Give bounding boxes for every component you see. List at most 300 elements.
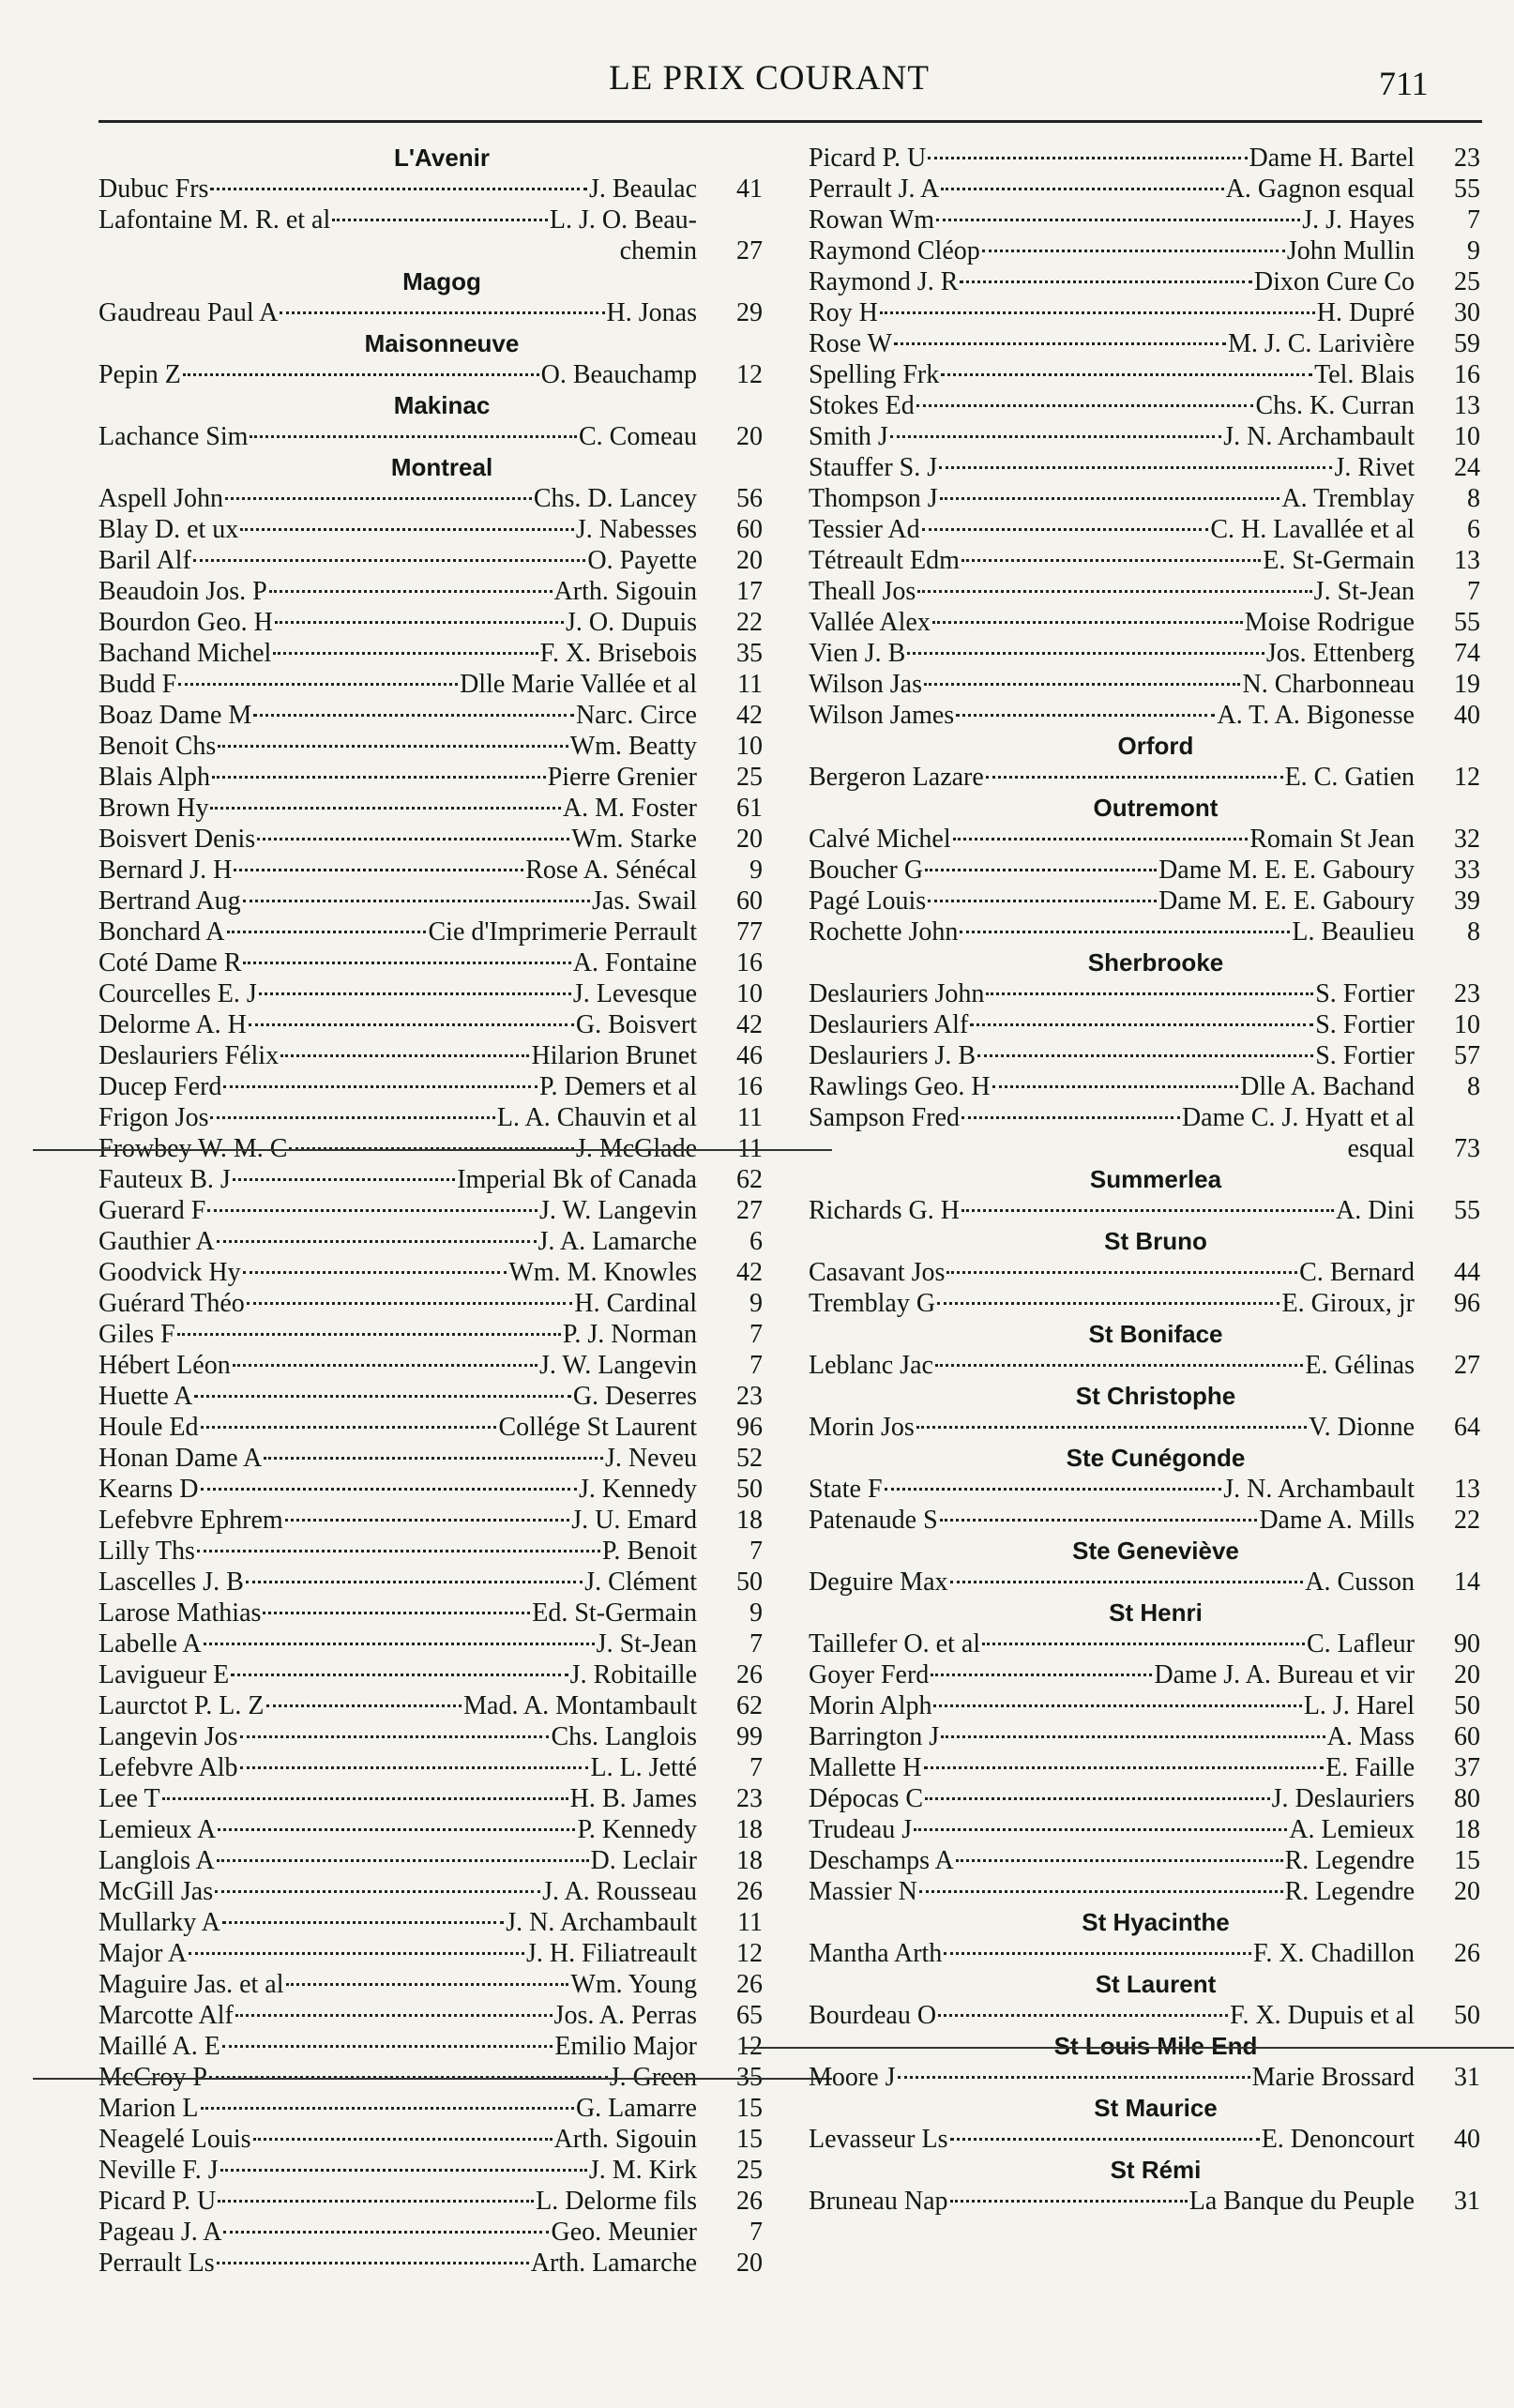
- debtor-name: Picard P. U: [98, 2187, 217, 2216]
- creditor-name: G. Lamarre: [575, 2094, 697, 2123]
- creditor-name: A. Mass: [1326, 1722, 1415, 1751]
- creditor-name: Dame A. Mills: [1259, 1506, 1415, 1535]
- debtor-name: State F: [809, 1475, 883, 1504]
- amount: 15: [736, 2125, 763, 2154]
- creditor-name: R. Legendre: [1284, 1877, 1415, 1906]
- entry-row: [809, 545, 1484, 576]
- dot-leader: [201, 1426, 497, 1429]
- dot-leader: [250, 435, 577, 438]
- creditor-name: J. N. Archambault: [506, 1908, 697, 1937]
- entry-line: [809, 1102, 1484, 1133]
- header-rule: [98, 120, 1482, 123]
- creditor-name: Rose A. Sénécal: [525, 856, 697, 885]
- amount: 31: [1454, 2063, 1480, 2092]
- entry-row: [98, 1814, 766, 1845]
- dot-leader: [924, 1766, 1325, 1769]
- dot-leader: [986, 776, 1283, 779]
- debtor-name: Langevin Jos: [98, 1722, 238, 1751]
- debtor-name: Langlois A: [98, 1846, 215, 1875]
- entry-row: [98, 1907, 766, 1938]
- entry-row: [98, 1443, 766, 1474]
- debtor-name: Blais Alph: [98, 763, 211, 792]
- debtor-name: Deslauriers Félix: [98, 1041, 280, 1070]
- entry-row: [98, 1474, 766, 1505]
- debtor-name: Massier N: [809, 1877, 917, 1906]
- debtor-name: Bertrand Aug: [98, 886, 241, 916]
- dot-leader: [960, 931, 1290, 933]
- section-heading: St Louis Mile End: [809, 2031, 1484, 2062]
- section-heading: Montreal: [390, 453, 493, 481]
- creditor-name: J. W. Langevin: [539, 1196, 697, 1225]
- dot-leader: [977, 1054, 1313, 1057]
- dot-leader: [950, 2138, 1260, 2141]
- dot-leader: [933, 1704, 1301, 1707]
- creditor-name: Wm. Young: [570, 1970, 697, 1999]
- entry-row: [98, 1040, 766, 1071]
- creditor-name: R. Legendre: [1284, 1846, 1415, 1875]
- dot-leader: [218, 745, 568, 748]
- entry-row: [98, 2186, 766, 2217]
- section-heading: L'Avenir: [393, 144, 491, 172]
- creditor-name: Chs. K. Curran: [1255, 391, 1415, 420]
- debtor-name: Trudeau J: [809, 1815, 913, 1844]
- entry-row: [809, 762, 1484, 793]
- debtor-name: Lefebvre Alb: [98, 1753, 238, 1782]
- debtor-name: Beaudoin Jos. P: [98, 577, 267, 606]
- entry-row: [98, 1721, 766, 1752]
- debtor-name: Casavant Jos: [809, 1258, 946, 1287]
- entry-row: [809, 174, 1484, 204]
- amount: 39: [1454, 886, 1480, 916]
- creditor-continuation: chemin: [619, 236, 697, 265]
- amount: 12: [1454, 763, 1480, 792]
- debtor-name: Bourdon Geo. H: [98, 608, 273, 637]
- dot-leader: [189, 1952, 524, 1955]
- creditor-name: S. Fortier: [1315, 1010, 1415, 1039]
- dot-leader: [253, 2138, 553, 2141]
- dot-leader: [247, 1302, 573, 1305]
- entry-row: [809, 1474, 1484, 1505]
- left-column: [98, 143, 766, 2279]
- dot-leader: [961, 559, 1261, 562]
- amount: 27: [736, 236, 763, 265]
- debtor-name: Frigon Jos: [98, 1103, 209, 1132]
- amount: 62: [736, 1691, 763, 1720]
- entry-row: [98, 1938, 766, 1969]
- debtor-name: Bourdeau O: [809, 2001, 937, 2030]
- dot-leader: [936, 219, 1300, 221]
- creditor-name: Jos. A. Perras: [553, 2001, 697, 2030]
- amount: 65: [736, 2001, 763, 2030]
- entry-row: [98, 1628, 766, 1659]
- dot-leader: [925, 869, 1157, 871]
- dot-leader: [243, 900, 590, 902]
- section-heading: Outremont: [1093, 794, 1219, 822]
- creditor-name: Pierre Grenier: [547, 763, 697, 792]
- creditor-name: C. H. Lavallée et al: [1210, 515, 1415, 544]
- amount: 27: [736, 1196, 763, 1225]
- section-heading: St Boniface: [1088, 1320, 1223, 1348]
- debtor-name: Baril Alf: [98, 546, 191, 575]
- debtor-name: Guerard F: [98, 1196, 206, 1225]
- entry-row: [98, 638, 766, 669]
- creditor-name: Cie d'Imprimerie Perrault: [428, 917, 697, 947]
- amount: 7: [1467, 577, 1480, 606]
- creditor-name: Dame J. A. Bureau et vir: [1154, 1660, 1415, 1689]
- entry-row: [809, 2000, 1484, 2031]
- dot-leader: [263, 1612, 530, 1614]
- dot-leader: [243, 962, 570, 964]
- dot-leader: [956, 714, 1215, 717]
- creditor-name: Jas. Swail: [592, 886, 697, 916]
- creditor-name: A. Cusson: [1305, 1567, 1415, 1597]
- creditor-name: H. B. James: [569, 1784, 697, 1813]
- creditor-name: Collége St Laurent: [498, 1413, 697, 1442]
- entry-row: [98, 1288, 766, 1319]
- section-heading: Sherbrooke: [1087, 948, 1224, 977]
- debtor-name: Moore J: [809, 2063, 896, 2092]
- amount: 32: [1454, 825, 1480, 854]
- amount: 55: [1454, 1196, 1480, 1225]
- creditor-name: E. Gélinas: [1305, 1351, 1415, 1380]
- debtor-name: Pagé Louis: [809, 886, 927, 916]
- entry-row: [98, 1505, 766, 1536]
- entry-row: [98, 886, 766, 916]
- creditor-name: J. Clément: [584, 1567, 697, 1597]
- amount: 42: [736, 1010, 763, 1039]
- debtor-name: Raymond Cléop: [809, 236, 980, 265]
- creditor-name: H. Jonas: [606, 298, 697, 327]
- dot-leader: [940, 497, 1280, 500]
- dot-leader: [917, 590, 1311, 593]
- creditor-name: C. Comeau: [579, 422, 697, 451]
- debtor-name: Fauteux B. J: [98, 1165, 231, 1194]
- debtor-name: Stokes Ed: [809, 391, 915, 420]
- entry-row: [98, 204, 766, 266]
- debtor-name: Laurctot P. L. Z: [98, 1691, 265, 1720]
- amount: 56: [736, 484, 763, 513]
- amount: 60: [736, 515, 763, 544]
- dot-leader: [201, 2107, 574, 2110]
- entry-row: [98, 1071, 766, 1102]
- creditor-name: M. J. C. Larivière: [1227, 329, 1415, 358]
- amount: 20: [1454, 1877, 1480, 1906]
- debtor-name: Aspell John: [98, 484, 223, 513]
- entry-row: [98, 174, 766, 204]
- dot-leader: [257, 838, 569, 841]
- amount: 15: [1454, 1846, 1480, 1875]
- dot-leader: [932, 621, 1243, 624]
- creditor-name: Dame M. E. E. Gaboury: [1158, 856, 1415, 885]
- creditor-name: Mad. A. Montambault: [463, 1691, 697, 1720]
- entry-row: [98, 1752, 766, 1783]
- amount: 18: [1454, 1815, 1480, 1844]
- debtor-name: Mantha Arth: [809, 1939, 943, 1968]
- amount: 20: [736, 422, 763, 451]
- entry-line: [98, 235, 766, 266]
- creditor-name: Ed. St-Germain: [532, 1598, 697, 1628]
- debtor-name: Patenaude S: [809, 1506, 938, 1535]
- amount: 20: [736, 546, 763, 575]
- entry-row: [98, 359, 766, 390]
- entry-row: [98, 1102, 766, 1133]
- creditor-name: L. L. Jetté: [590, 1753, 697, 1782]
- entry-row: [98, 514, 766, 545]
- amount: 62: [736, 1165, 763, 1194]
- debtor-name: Gaudreau Paul A: [98, 298, 279, 327]
- page-header: [0, 0, 1514, 122]
- dot-leader: [235, 2014, 553, 2017]
- dot-leader: [953, 838, 1249, 841]
- creditor-name: S. Fortier: [1315, 979, 1415, 1008]
- debtor-name: Boucher G: [809, 856, 924, 885]
- entry-row: [98, 855, 766, 886]
- amount: 20: [736, 2249, 763, 2278]
- dot-leader: [890, 435, 1221, 438]
- dot-leader: [925, 1797, 1270, 1800]
- amount: 73: [1454, 1134, 1480, 1163]
- dot-leader: [285, 1519, 570, 1522]
- amount: 10: [736, 979, 763, 1008]
- amount: 11: [737, 670, 763, 699]
- dot-leader: [217, 2262, 529, 2264]
- debtor-name: Taillefer O. et al: [809, 1629, 981, 1658]
- debtor-name: Barrington J: [809, 1722, 940, 1751]
- amount: 7: [749, 1537, 763, 1566]
- entry-row: [98, 2093, 766, 2124]
- debtor-name: Courcelles E. J: [98, 979, 257, 1008]
- dot-leader: [941, 373, 1312, 376]
- debtor-name: Smith J: [809, 422, 888, 451]
- creditor-name: Marie Brossard: [1251, 2063, 1415, 2092]
- section-heading: Summerlea: [1089, 1165, 1222, 1193]
- debtor-name: Benoit Chs: [98, 732, 217, 761]
- debtor-name: Goodvick Hy: [98, 1258, 241, 1287]
- creditor-name: F. X. Brisebois: [539, 639, 697, 668]
- creditor-name: Wm. Starke: [571, 825, 697, 854]
- amount: 8: [1467, 1072, 1480, 1101]
- entry-row: [809, 235, 1484, 266]
- entry-row: [98, 1226, 766, 1257]
- entry-line: [98, 204, 766, 235]
- dot-leader: [234, 869, 523, 871]
- amount: 26: [736, 1877, 763, 1906]
- entry-row: [809, 390, 1484, 421]
- amount: 22: [736, 608, 763, 637]
- creditor-continuation: esqual: [1347, 1134, 1415, 1163]
- amount: 35: [736, 2063, 763, 2092]
- debtor-name: Pageau J. A: [98, 2218, 222, 2247]
- dot-leader: [218, 2200, 534, 2203]
- entry-row: [809, 638, 1484, 669]
- creditor-name: Romain St Jean: [1249, 825, 1415, 854]
- amount: 12: [736, 1939, 763, 1968]
- dot-leader: [960, 280, 1251, 283]
- amount: 13: [1454, 1475, 1480, 1504]
- debtor-name: Richards G. H: [809, 1196, 960, 1225]
- creditor-name: Wm. M. Knowles: [508, 1258, 697, 1287]
- debtor-name: Tétreault Edm: [809, 546, 960, 575]
- entry-row: [98, 1536, 766, 1567]
- dot-leader: [273, 652, 537, 655]
- amount: 96: [1454, 1289, 1480, 1318]
- amount: 44: [1454, 1258, 1480, 1287]
- debtor-name: Wilson James: [809, 701, 955, 730]
- amount: 77: [736, 917, 763, 947]
- amount: 23: [1454, 144, 1480, 173]
- debtor-name: Giles F: [98, 1320, 175, 1349]
- entry-row: [98, 2124, 766, 2155]
- dot-leader: [223, 1085, 537, 1088]
- creditor-name: J. N. Archambault: [1223, 422, 1415, 451]
- dot-leader: [924, 683, 1241, 686]
- debtor-name: Roy H: [809, 298, 878, 327]
- creditor-name: J. Robitaille: [569, 1660, 697, 1689]
- dot-leader: [209, 2076, 608, 2079]
- amount: 25: [736, 763, 763, 792]
- amount: 25: [736, 2156, 763, 2185]
- dot-leader: [961, 1116, 1180, 1119]
- debtor-name: Budd F: [98, 670, 177, 699]
- creditor-name: John Mullin: [1286, 236, 1415, 265]
- creditor-name: J. Rivet: [1334, 453, 1415, 482]
- entry-row: [809, 1350, 1484, 1381]
- amount: 40: [1454, 701, 1480, 730]
- section-heading: St Laurent: [1095, 1970, 1217, 1998]
- amount: 55: [1454, 608, 1480, 637]
- dot-leader: [225, 497, 532, 500]
- creditor-name: J. Kennedy: [579, 1475, 697, 1504]
- creditor-name: J. U. Emard: [571, 1506, 697, 1535]
- dot-leader: [937, 1302, 1279, 1305]
- creditor-name: J. St-Jean: [596, 1629, 697, 1658]
- dot-leader: [269, 590, 553, 593]
- debtor-name: Frowbey W. M. C: [98, 1134, 288, 1163]
- creditor-name: A. M. Foster: [562, 794, 697, 823]
- creditor-name: J. J. Hayes: [1302, 205, 1415, 235]
- creditor-name: Dlle A. Bachand: [1240, 1072, 1415, 1101]
- entry-row: [98, 1783, 766, 1814]
- dot-leader: [938, 2014, 1228, 2017]
- debtor-name: Tremblay G: [809, 1289, 936, 1318]
- creditor-name: O. Payette: [587, 546, 697, 575]
- entry-row: [809, 669, 1484, 700]
- debtor-name: Mullarky A: [98, 1908, 220, 1937]
- entry-row: [98, 1350, 766, 1381]
- creditor-name: N. Charbonneau: [1242, 670, 1415, 699]
- section-heading: Magog: [402, 267, 481, 295]
- creditor-name: A. Fontaine: [572, 948, 697, 977]
- amount: 27: [1454, 1351, 1480, 1380]
- section-heading: St Hyacinthe: [1082, 1908, 1230, 1936]
- debtor-name: Labelle A: [98, 1629, 202, 1658]
- entry-row: [98, 824, 766, 855]
- creditor-name: J. Beaulac: [588, 174, 697, 204]
- creditor-name: C. Bernard: [1299, 1258, 1415, 1287]
- amount: 16: [736, 1072, 763, 1101]
- amount: 26: [736, 2187, 763, 2216]
- amount: 35: [736, 639, 763, 668]
- amount: 7: [1467, 205, 1480, 235]
- amount: 42: [736, 1258, 763, 1287]
- amount: 25: [1454, 267, 1480, 296]
- creditor-name: J. M. Kirk: [588, 2156, 697, 2185]
- creditor-name: J. H. Filiatreault: [526, 1939, 697, 1968]
- creditor-name: J. A. Lamarche: [537, 1227, 697, 1256]
- entry-row: [809, 1752, 1484, 1783]
- dot-leader: [914, 1828, 1287, 1831]
- amount: 31: [1454, 2187, 1480, 2216]
- amount: 23: [736, 1784, 763, 1813]
- section-heading: St Christophe: [1075, 1382, 1236, 1410]
- entry-row: [98, 297, 766, 328]
- debtor-name: Hébert Léon: [98, 1351, 231, 1380]
- creditor-name: J. W. Langevin: [539, 1351, 697, 1380]
- entry-row: [98, 1567, 766, 1598]
- entry-row: [98, 421, 766, 452]
- debtor-name: Goyer Ferd: [809, 1660, 930, 1689]
- entry-row: [809, 1040, 1484, 1071]
- dot-leader: [922, 528, 1209, 531]
- entry-row: [98, 1969, 766, 2000]
- entry-row: [98, 1690, 766, 1721]
- debtor-name: Marcotte Alf: [98, 2001, 234, 2030]
- debtor-name: Bruneau Nap: [809, 2187, 948, 2216]
- debtor-name: Perrault Ls: [98, 2249, 215, 2278]
- section-heading: Makinac: [393, 391, 491, 419]
- debtor-name: Bernard J. H: [98, 856, 233, 885]
- creditor-name: O. Beauchamp: [540, 360, 697, 389]
- dot-leader: [210, 1116, 494, 1119]
- dot-leader: [946, 1271, 1297, 1274]
- debtor-name: Deslauriers John: [809, 979, 985, 1008]
- dot-leader: [970, 1023, 1313, 1026]
- debtor-name: McGill Jas: [98, 1877, 214, 1906]
- dot-leader: [207, 1209, 537, 1212]
- debtor-name: Huette A: [98, 1382, 193, 1411]
- entry-row: [98, 2062, 766, 2093]
- dot-leader: [183, 373, 539, 376]
- creditor-name: J. St-Jean: [1313, 577, 1415, 606]
- creditor-name: Wm. Beatty: [569, 732, 697, 761]
- debtor-name: Spelling Frk: [809, 360, 940, 389]
- dot-leader: [231, 1673, 568, 1676]
- section-heading: Ste Geneviève: [1072, 1537, 1239, 1565]
- amount: 60: [1454, 1722, 1480, 1751]
- debtor-name: Deguire Max: [809, 1567, 948, 1597]
- entry-row: [809, 916, 1484, 947]
- debtor-name: Maguire Jas. et al: [98, 1970, 284, 1999]
- entry-row: [809, 2124, 1484, 2155]
- debtor-name: Coté Dame R: [98, 948, 242, 977]
- entry-row: [98, 607, 766, 638]
- debtor-name: Deslauriers Alf: [809, 1010, 969, 1039]
- amount: 24: [1454, 453, 1480, 482]
- dot-leader: [894, 342, 1226, 345]
- amount: 50: [1454, 1691, 1480, 1720]
- page-number: 711: [1379, 65, 1429, 102]
- debtor-name: Lascelles J. B: [98, 1567, 244, 1597]
- creditor-name: G. Boisvert: [575, 1010, 697, 1039]
- amount: 30: [1454, 298, 1480, 327]
- debtor-name: Marion L: [98, 2094, 199, 2123]
- entry-row: [98, 762, 766, 793]
- amount: 37: [1454, 1753, 1480, 1782]
- dot-leader: [916, 404, 1254, 407]
- debtor-name: Lafontaine M. R. et al: [98, 205, 331, 235]
- entry-row: [809, 297, 1484, 328]
- debtor-name: Mallette H: [809, 1753, 922, 1782]
